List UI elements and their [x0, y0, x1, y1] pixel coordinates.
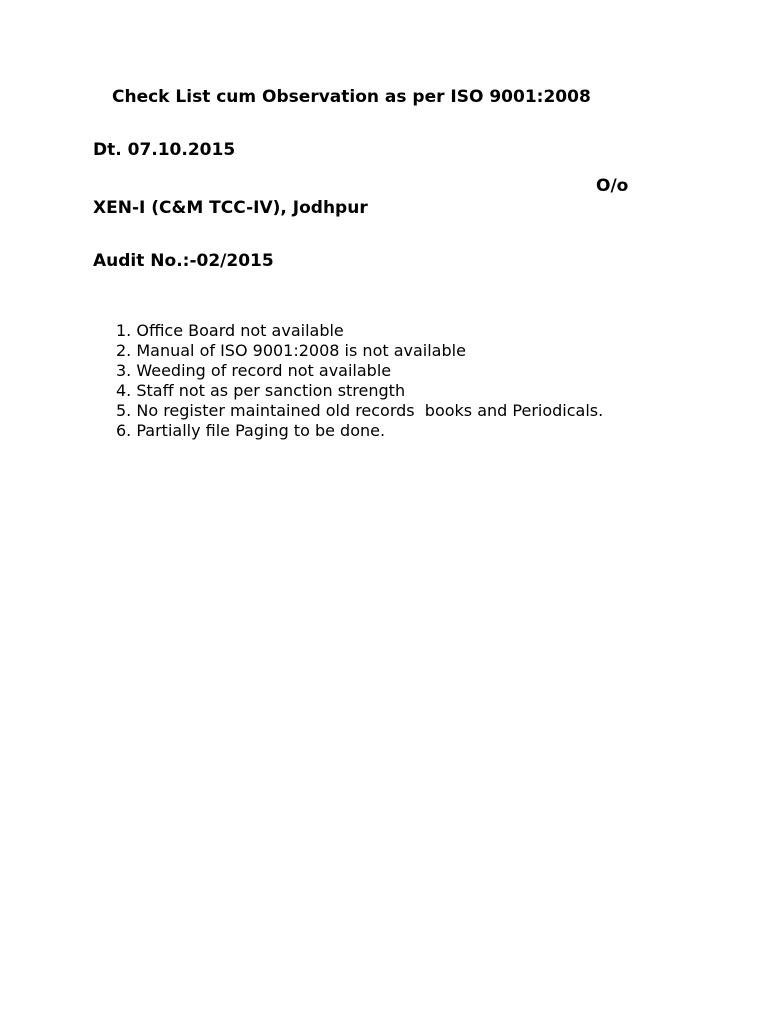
observation-item: 1. Office Board not available: [116, 321, 344, 340]
document-title: Check List cum Observation as per ISO 9001:2008: [112, 87, 591, 107]
office-name: XEN-I (C&M TCC-IV), Jodhpur: [93, 198, 368, 218]
observation-item: 2. Manual of ISO 9001:2008 is not available: [116, 341, 466, 360]
office-of-label: O/o: [596, 176, 629, 196]
document-date: Dt. 07.10.2015: [93, 140, 236, 160]
observation-item: 6. Partially file Paging to be done.: [116, 421, 386, 440]
observation-item: 3. Weeding of record not available: [116, 361, 392, 380]
observation-item: 5. No register maintained old records books and Periodicals.: [116, 401, 604, 420]
audit-number: Audit No.:-02/2015: [93, 251, 274, 271]
observation-list: [116, 321, 603, 441]
observation-item: 4. Staff not as per sanction strength: [116, 381, 406, 400]
